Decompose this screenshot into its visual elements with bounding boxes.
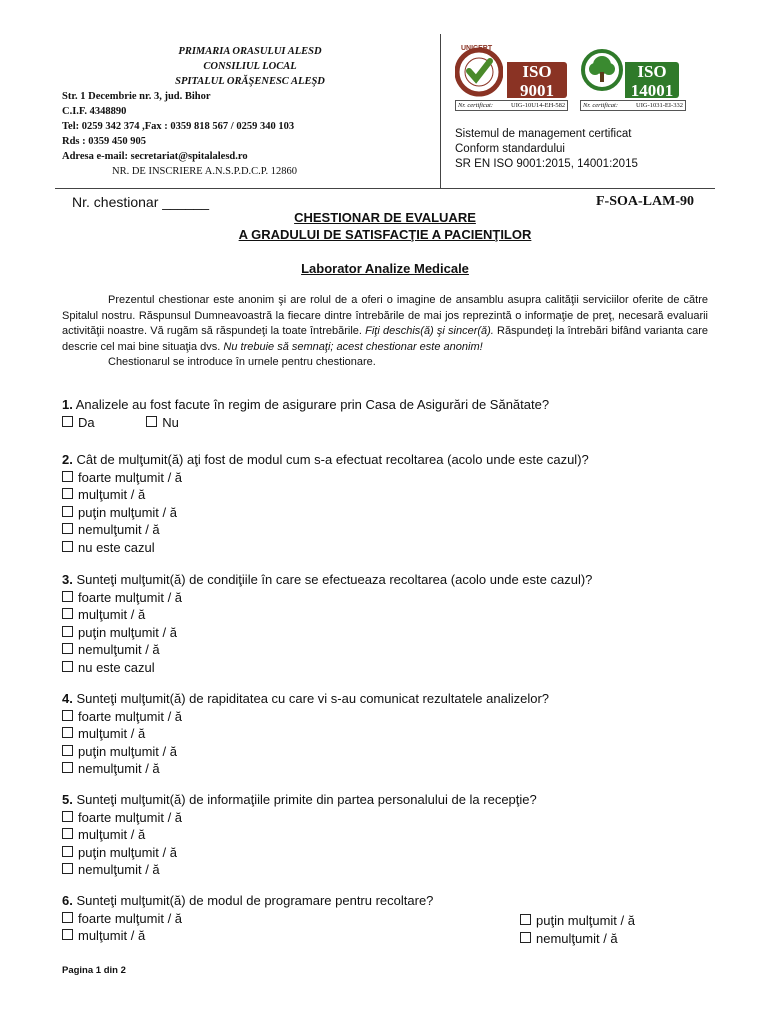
checkbox-icon[interactable] xyxy=(520,932,531,943)
unicert-brand: UNICERT xyxy=(461,45,493,52)
checkbox-icon[interactable] xyxy=(62,863,73,874)
certificate-number-2: Nr. certificat: UIG-1031-EI-332 xyxy=(580,100,686,111)
option-label: nemulţumit / ă xyxy=(78,642,160,657)
checkbox-icon[interactable] xyxy=(62,811,73,822)
question-text: Sunteţi mulţumit(ă) de informaţiile primite din partea personalului de la recepţie? xyxy=(72,792,537,807)
iso-14001-logo xyxy=(580,45,685,115)
header-divider-horizontal xyxy=(55,188,715,189)
page-title-line-1: CHESTIONAR DE EVALUARE xyxy=(294,210,476,225)
address: Str. 1 Decembrie nr. 3, jud. Bihor xyxy=(62,91,211,102)
option-label: puţin mulţumit / ă xyxy=(78,844,177,860)
rds-phone: Rds : 0359 450 905 xyxy=(62,136,147,147)
option-label: puţin mulţumit / ă xyxy=(78,624,177,640)
question-text: Sunteţi mulţumit(ă) de modul de programare pentru recoltare? xyxy=(72,893,434,908)
checkbox-icon[interactable] xyxy=(62,626,73,637)
checkbox-icon[interactable] xyxy=(62,471,73,482)
email: Adresa e-mail: secretariat@spitalalesd.ro xyxy=(62,151,248,162)
option-checkbox[interactable] xyxy=(62,861,537,879)
option-label: foarte mulţumit / ă xyxy=(78,809,183,825)
checkbox-icon[interactable] xyxy=(520,914,531,925)
option-checkbox[interactable] xyxy=(62,606,592,624)
question-number: 3. xyxy=(62,572,73,587)
page-footer: Pagina 1 din 2 xyxy=(62,965,126,976)
option-label: foarte mulţumit / ă xyxy=(78,469,183,485)
checkbox-icon[interactable] xyxy=(62,608,73,619)
question-number: 4. xyxy=(62,691,73,706)
checkbox-icon[interactable] xyxy=(62,929,73,940)
checkbox-icon[interactable] xyxy=(62,488,73,499)
page-subtitle: Laborator Analize Medicale xyxy=(301,261,469,276)
option-checkbox[interactable] xyxy=(62,504,589,522)
certificate-number-1: Nr. certificat: UIG-10U14-EH-582 xyxy=(455,100,568,111)
option-label: nu este cazul xyxy=(78,539,155,555)
option-label: foarte mulţumit / ă xyxy=(78,708,183,724)
option-label: foarte mulţumit / ă xyxy=(78,910,183,926)
iso-text: ISO xyxy=(637,62,667,81)
intro-text-d: Nu trebuie să semnaţi; acest chestionar este anonim! xyxy=(223,340,483,353)
option-checkbox[interactable] xyxy=(520,930,635,948)
option-checkbox[interactable] xyxy=(62,624,592,642)
option-checkbox[interactable] xyxy=(62,659,592,677)
option-label: mulţumit / ă xyxy=(78,726,146,741)
checkbox-icon[interactable] xyxy=(62,912,73,923)
option-checkbox[interactable] xyxy=(62,708,549,726)
checkbox-icon[interactable] xyxy=(62,506,73,517)
checkbox-icon[interactable] xyxy=(62,643,73,654)
intro-text-a: Prezentul chestionar este anonim şi are rolul de a oferi o imagine de ansamblu asupra calităţii serviciilor oferite de către Spitalul nostru. Răspunsul Dumneavoastră la fiecare dintre întrebările de mai jos reprezintă o informaţie de preţ, necesară evaluarii activităţii noastre. Vă rugăm să răspundeţi la toate întrebările. xyxy=(62,294,708,337)
iso-9001-label xyxy=(507,62,567,98)
checkbox-icon[interactable] xyxy=(62,591,73,602)
cert-line-3: SR EN ISO 9001:2015, 14001:2015 xyxy=(455,158,638,170)
option-checkbox[interactable] xyxy=(62,725,549,743)
option-label: mulţumit / ă xyxy=(78,487,146,502)
option-checkbox[interactable] xyxy=(520,912,635,930)
option-checkbox[interactable] xyxy=(62,641,592,659)
option-label: nemulţumit / ă xyxy=(78,522,160,537)
question-text: Analizele au fost facute în regim de asigurare prin Casa de Asigurări de Sănătate? xyxy=(72,397,550,412)
option-checkbox[interactable] xyxy=(62,844,537,862)
option-checkbox[interactable] xyxy=(62,414,95,432)
option-label: mulţumit / ă xyxy=(78,827,146,842)
intro-text-c: Răspundeţi la întrebări bifând varianta care descrie cel mai bine situaţia dvs. xyxy=(62,325,709,353)
option-label: puţin mulţumit / ă xyxy=(78,504,177,520)
option-label: puţin mulţumit / ă xyxy=(536,913,635,928)
question-number: 5. xyxy=(62,792,73,807)
option-checkbox[interactable] xyxy=(62,760,549,778)
option-checkbox[interactable] xyxy=(62,469,589,487)
org-line-2: CONSILIUL LOCAL xyxy=(203,61,297,72)
option-label: puţin mulţumit / ă xyxy=(78,743,177,759)
org-line-3: SPITALUL ORĂŞENESC ALEŞD xyxy=(175,76,325,87)
question-1 xyxy=(62,396,549,431)
checkbox-icon[interactable] xyxy=(62,828,73,839)
form-code: F-SOA-LAM-90 xyxy=(596,194,694,209)
checkbox-icon[interactable] xyxy=(62,416,73,427)
question-number: 6. xyxy=(62,893,73,908)
certification-text xyxy=(455,127,638,172)
option-label: nemulţumit / ă xyxy=(78,761,160,776)
checkbox-icon[interactable] xyxy=(62,745,73,756)
checkbox-icon[interactable] xyxy=(62,846,73,857)
iso-text: ISO xyxy=(522,62,552,81)
unicert-checkmark-icon xyxy=(455,45,503,99)
option-checkbox[interactable] xyxy=(62,910,433,928)
option-label: nemulţumit / ă xyxy=(536,930,618,946)
checkbox-icon[interactable] xyxy=(62,523,73,534)
org-line-1: PRIMARIA ORASULUI ALESD xyxy=(178,46,322,57)
iso-number: 14001 xyxy=(630,81,674,100)
option-label: Da xyxy=(78,414,95,430)
question-text: Cât de mulţumit(ă) aţi fost de modul cum s-a efectuat recoltarea (acolo unde este cazul)? xyxy=(72,452,589,467)
option-checkbox[interactable] xyxy=(62,743,549,761)
iso-14001-label xyxy=(625,62,679,98)
question-3 xyxy=(62,571,592,676)
checkbox-icon[interactable] xyxy=(62,661,73,672)
checkbox-icon[interactable] xyxy=(62,710,73,721)
intro-paragraph xyxy=(62,293,708,371)
hospital-header xyxy=(62,44,438,179)
checkbox-icon[interactable] xyxy=(146,416,157,427)
option-checkbox[interactable] xyxy=(62,539,589,557)
option-label: nu este cazul xyxy=(78,659,155,675)
intro-text-p2: Chestionarul se introduce în urnele pentru chestionare. xyxy=(108,356,376,368)
checkbox-icon[interactable] xyxy=(62,762,73,773)
option-label: foarte mulţumit / ă xyxy=(78,589,183,605)
question-number: 2. xyxy=(62,452,73,467)
question-number: 1. xyxy=(62,397,73,412)
iso-9001-logo xyxy=(455,45,575,115)
cif: C.I.F. 4348890 xyxy=(62,106,127,117)
option-label: mulţumit / ă xyxy=(78,607,146,622)
option-checkbox[interactable] xyxy=(62,589,592,607)
option-label: Nu xyxy=(162,414,179,430)
option-checkbox[interactable] xyxy=(62,486,589,504)
question-text: Sunteţi mulţumit(ă) de rapiditatea cu care vi s-au comunicat rezultatele analizelor? xyxy=(72,691,550,706)
question-6 xyxy=(62,892,433,945)
option-checkbox[interactable] xyxy=(62,521,589,539)
phone-fax: Tel: 0259 342 374 ,Fax : 0359 818 567 / 0259 340 103 xyxy=(62,121,295,132)
checkbox-icon[interactable] xyxy=(62,727,73,738)
option-checkbox[interactable] xyxy=(62,927,433,945)
question-5 xyxy=(62,791,537,879)
question-6-right-options xyxy=(520,912,635,947)
option-checkbox[interactable] xyxy=(62,826,537,844)
tree-icon xyxy=(580,45,624,99)
registration-number: NR. DE INSCRIERE A.N.S.P.D.C.P. 12860 xyxy=(112,166,297,177)
question-2 xyxy=(62,451,589,556)
option-checkbox[interactable] xyxy=(146,414,179,432)
checkbox-icon[interactable] xyxy=(62,541,73,552)
header-divider-vertical xyxy=(440,34,441,188)
iso-number: 9001 xyxy=(520,81,554,100)
cert-line-1: Sistemul de management certificat xyxy=(455,128,632,140)
page-title-line-2: A GRADULUI DE SATISFACŢIE A PACIENŢILOR xyxy=(238,227,532,242)
question-4 xyxy=(62,690,549,778)
intro-text-b: Fiţi deschis(ă) şi sincer(ă). xyxy=(365,325,494,337)
question-text: Sunteţi mulţumit(ă) de condiţiile în care se efectueaza recoltarea (acolo unde este cazul)? xyxy=(72,572,593,587)
option-label: mulţumit / ă xyxy=(78,928,146,943)
option-checkbox[interactable] xyxy=(62,809,537,827)
option-label: nemulţumit / ă xyxy=(78,862,160,877)
cert-line-2: Conform standardului xyxy=(455,143,565,155)
questionnaire-number-field[interactable]: Nr. chestionar ______ xyxy=(72,194,209,210)
